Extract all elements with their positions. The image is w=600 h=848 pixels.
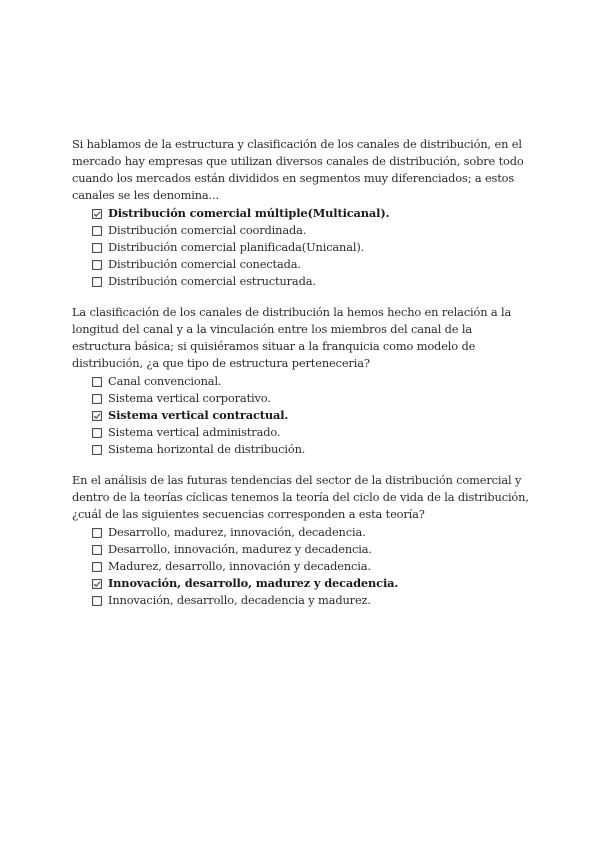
option-label: Distribución comercial conectada. [108,256,301,271]
option-label: Sistema vertical administrado. [108,424,281,439]
checkbox-unchecked-icon[interactable] [92,393,102,403]
option[interactable] [92,557,532,574]
checkbox-unchecked-icon[interactable] [92,242,102,252]
option-label: Distribución comercial múltiple(Multicanal). [108,205,390,220]
options-list [72,372,532,457]
option[interactable] [92,574,532,591]
checkbox-unchecked-icon[interactable] [92,444,102,454]
option-label: Sistema vertical corporativo. [108,390,271,405]
checkbox-unchecked-icon[interactable] [92,225,102,235]
option-label: Innovación, desarrollo, madurez y decadencia. [108,575,399,590]
option-label: Distribución comercial coordinada. [108,222,307,237]
option[interactable] [92,440,532,457]
checkmark-icon [94,211,100,215]
checkbox-unchecked-icon[interactable] [92,276,102,286]
document-page [72,136,532,623]
option[interactable] [92,272,532,289]
checkbox-unchecked-icon[interactable] [92,376,102,386]
option[interactable] [92,238,532,255]
question-3 [72,472,532,608]
option-label: Distribución comercial planificada(Unicanal). [108,239,365,254]
option[interactable] [92,423,532,440]
checkbox-unchecked-icon[interactable] [92,544,102,554]
option-label: Sistema vertical contractual. [108,407,289,422]
option-label: Madurez, desarrollo, innovación y decadencia. [108,558,371,573]
options-list [72,523,532,608]
checkbox-unchecked-icon[interactable] [92,259,102,269]
option[interactable] [92,204,532,221]
option[interactable] [92,540,532,557]
option-label: Sistema horizontal de distribución. [108,441,306,456]
options-list [72,204,532,289]
option-label: Innovación, desarrollo, decadencia y madurez. [108,592,371,607]
checkbox-checked-icon[interactable] [92,208,102,218]
option[interactable] [92,389,532,406]
option-label: Canal convencional. [108,373,222,388]
option-label: Distribución comercial estructurada. [108,273,316,288]
checkmark-icon [94,581,100,585]
option[interactable] [92,372,532,389]
checkbox-unchecked-icon[interactable] [92,561,102,571]
question-1 [72,136,532,289]
checkbox-unchecked-icon[interactable] [92,527,102,537]
option-label: Desarrollo, madurez, innovación, decadencia. [108,524,366,539]
checkbox-unchecked-icon[interactable] [92,595,102,605]
checkbox-unchecked-icon[interactable] [92,427,102,437]
option-label: Desarrollo, innovación, madurez y decadencia. [108,541,372,556]
option[interactable] [92,406,532,423]
question-stem: La clasificación de los canales de distribución la hemos hecho en relación a la longitud del canal y a la vinculación entre los miembros del canal de la estructura básica; si quisiéramos situar a la franquicia como modelo de distribución, ¿a que tipo de estructura perteneceria? [72,305,512,370]
checkbox-checked-icon[interactable] [92,578,102,588]
question-stem: Si hablamos de la estructura y clasificación de los canales de distribución, en el mercado hay empresas que utilizan diversos canales de distribución, sobre todo cuando los mercados están divididos en segmentos muy diferenciados; a estos canales se les denomina... [72,137,524,202]
question-stem: En el análisis de las futuras tendencias del sector de la distribución comercial y dentro de la teorías cíclicas tenemos la teoría del ciclo de vida de la distribución, ¿cuál de las siguientes secuencias corresponden a esta teoría? [72,473,529,521]
option[interactable] [92,591,532,608]
checkmark-icon [94,413,100,417]
option[interactable] [92,221,532,238]
option[interactable] [92,523,532,540]
question-2 [72,304,532,457]
checkbox-checked-icon[interactable] [92,410,102,420]
option[interactable] [92,255,532,272]
